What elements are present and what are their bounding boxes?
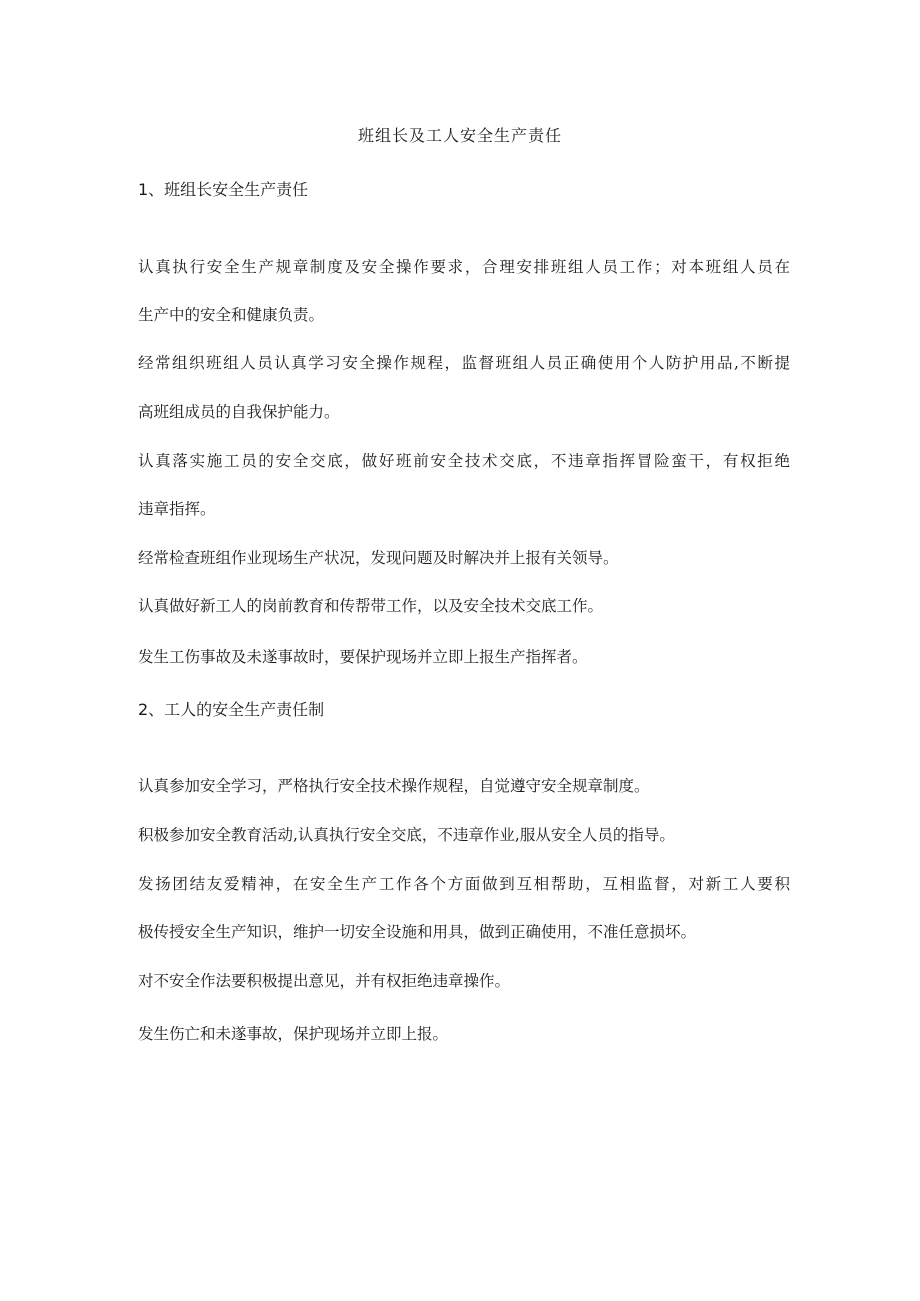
paragraph-line: 对不安全作法要积极提出意见，并有权拒绝违章操作。 — [138, 972, 511, 990]
paragraph-line: 积极参加安全教育活动,认真执行安全交底，不违章作业,服从安全人员的指导。 — [138, 826, 675, 844]
paragraph-line: 发扬团结友爱精神，在安全生产工作各个方面做到互相帮助，互相监督，对新工人要积 — [138, 875, 790, 893]
paragraph-line: 极传授安全生产知识，维护一切安全设施和用具，做到正确使用，不准任意损坏。 — [138, 923, 697, 941]
section-heading-workers: 2、工人的安全生产责任制 — [138, 700, 325, 719]
paragraph-line: 违章指挥。 — [138, 500, 216, 518]
paragraph-line: 发生工伤事故及未遂事故时，要保护现场并立即上报生产指挥者。 — [138, 648, 588, 666]
paragraph-line: 认真落实施工员的安全交底，做好班前安全技术交底，不违章指挥冒险蛮干，有权拒绝 — [138, 452, 790, 470]
paragraph-line: 认真做好新工人的岗前教育和传帮带工作，以及安全技术交底工作。 — [138, 597, 604, 615]
section-heading-team-leader: 1、班组长安全生产责任 — [138, 180, 309, 199]
paragraph-line: 认真执行安全生产规章制度及安全操作要求，合理安排班组人员工作；对本班组人员在 — [138, 258, 790, 276]
paragraph-line: 高班组成员的自我保护能力。 — [138, 403, 340, 421]
paragraph-line: 经常组织班组人员认真学习安全操作规程，监督班组人员正确使用个人防护用品,不断提 — [138, 354, 790, 372]
paragraph-line: 发生伤亡和未遂事故，保护现场并立即上报。 — [138, 1025, 449, 1043]
paragraph-line: 经常检查班组作业现场生产状况，发现问题及时解决并上报有关领导。 — [138, 549, 619, 567]
paragraph-line: 生产中的安全和健康负责。 — [138, 306, 325, 324]
paragraph-line: 认真参加安全学习，严格执行安全技术操作规程，自觉遵守安全规章制度。 — [138, 777, 650, 795]
document-title: 班组长及工人安全生产责任 — [357, 126, 562, 145]
